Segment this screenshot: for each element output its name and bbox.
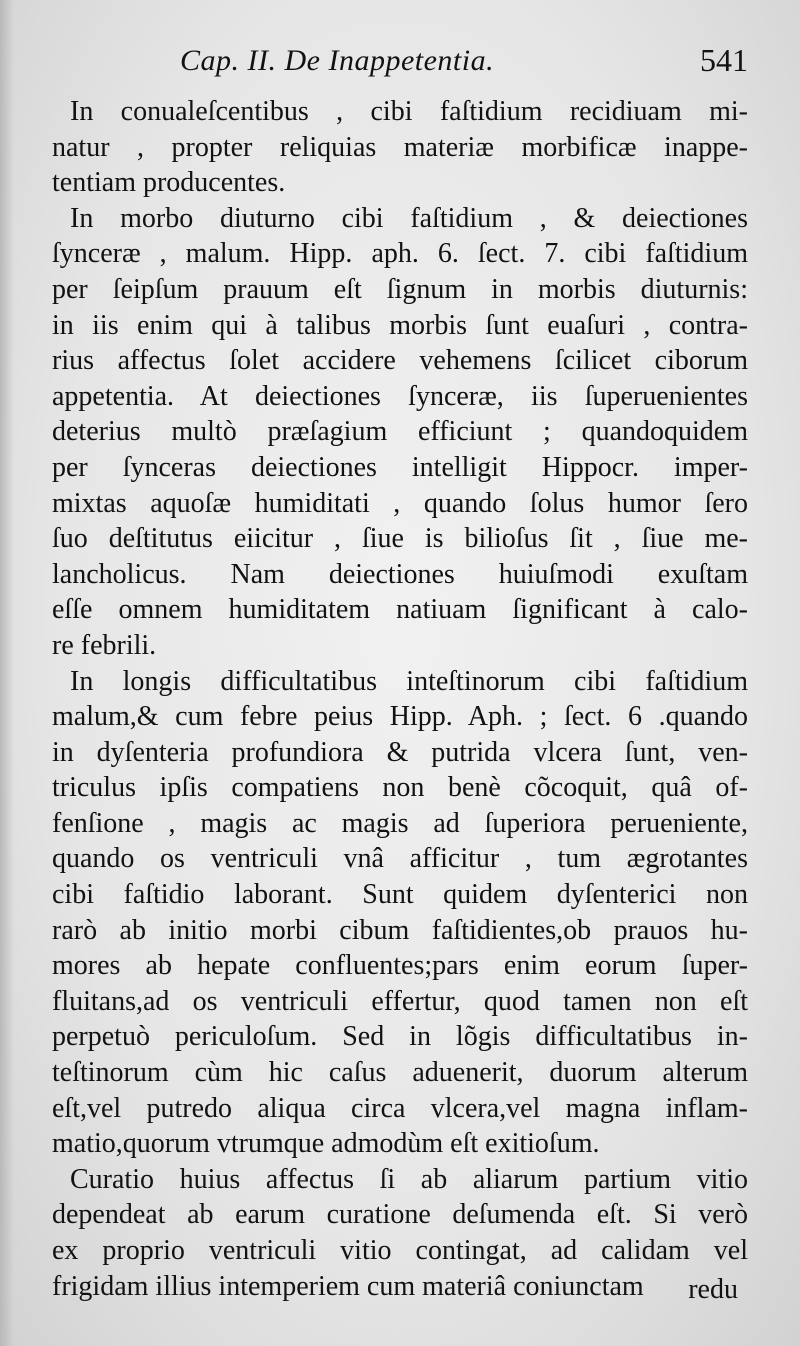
text-line: malum,& cum febre peius Hipp. Aph. ; ſect. 6 .quando xyxy=(52,701,748,733)
text-line: mixtas aquoſæ humiditati , quando ſolus humor ſero xyxy=(52,487,748,519)
text-line: tentiam producentes. xyxy=(52,167,286,199)
catchword: redu xyxy=(688,1274,738,1305)
paragraph xyxy=(52,1162,748,1304)
text-line: in dyſenteria profundiora & putrida vlcera ſunt, ven- xyxy=(52,736,748,768)
text-line: dependeat ab earum curatione deſumenda eſt. Si verò xyxy=(52,1199,748,1231)
page-number: 541 xyxy=(700,42,748,78)
text-line: frigidam illius intemperiem cum materiâ coniunctam xyxy=(52,1270,644,1302)
text-line: teſtinorum cùm hic caſus aduenerit, duorum alterum xyxy=(52,1057,748,1089)
text-line: ſynceræ , malum. Hipp. aph. 6. ſect. 7. cibi faſtidium xyxy=(52,238,748,270)
text-line: appetentia. At deiectiones ſynceræ, iis ſuperuenientes xyxy=(52,380,748,412)
text-line: in iis enim qui à talibus morbis ſunt euaſuri , contra- xyxy=(52,309,748,341)
page-header xyxy=(52,36,748,94)
text-line: eſſe omnem humiditatem natiuam ſignificant à calo- xyxy=(52,594,748,626)
text-line: In longis difficultatibus inteſtinorum cibi faſtidium xyxy=(70,665,748,697)
text-line: mores ab hepate confluentes;pars enim eorum ſuper- xyxy=(52,950,748,982)
text-line: rius affectus ſolet accidere vehemens ſcilicet ciborum xyxy=(52,345,748,377)
paragraph xyxy=(52,664,748,1162)
text-line: per ſeipſum prauum eſt ſignum in morbis diuturnis: xyxy=(52,273,748,305)
text-line: eſt,vel putredo aliqua circa vlcera,vel magna inflam- xyxy=(52,1092,748,1124)
text-line: fluitans,ad os ventriculi effertur, quod tamen non eſt xyxy=(52,985,748,1017)
text-line: fenſione , magis ac magis ad ſuperiora perueniente, xyxy=(52,807,748,839)
text-line: matio,quorum vtrumque admodùm eſt exitioſum. xyxy=(52,1128,600,1160)
text-line: lancholicus. Nam deiectiones huiuſmodi exuſtam xyxy=(52,558,748,590)
text-line: quando os ventriculi vnâ afficitur , tum ægrotantes xyxy=(52,843,748,875)
running-head: Cap. II. De Inappetentia. xyxy=(180,44,495,77)
text-line: ſuo deſtitutus eiicitur , ſiue is bilioſus ſit , ſiue me- xyxy=(52,523,748,555)
text-line: deterius multò præſagium efficiunt ; quandoquidem xyxy=(52,416,748,448)
text-line: ex proprio ventriculi vitio contingat, ad calidam vel xyxy=(52,1235,748,1266)
text-line: Curatio huius affectus ſi ab aliarum partium vitio xyxy=(70,1163,748,1195)
text-line: cibi faſtidio laborant. Sunt quidem dyſenterici non xyxy=(52,879,748,911)
text-line: rarò ab initio morbi cibum faſtidientes,ob prauos hu- xyxy=(52,914,748,946)
text-body xyxy=(52,94,748,1304)
text-line: natur , propter reliquias materiæ morbificæ inappe- xyxy=(52,131,748,163)
text-line: per ſynceras deiectiones intelligit Hippocr. imper- xyxy=(52,451,748,483)
paragraph xyxy=(52,201,748,664)
paragraph xyxy=(52,94,748,201)
text-line: In conualeſcentibus , cibi faſtidium recidiuam mi- xyxy=(70,96,748,127)
text-line: re febrili. xyxy=(52,629,157,661)
text-line: triculus ipſis compatiens non benè cõcoquit, quâ of- xyxy=(52,772,748,804)
text-line: perpetuò periculoſum. Sed in lõgis difficultatibus in- xyxy=(52,1021,748,1053)
text-line: In morbo diuturno cibi faſtidium , & deiectiones xyxy=(70,202,748,234)
